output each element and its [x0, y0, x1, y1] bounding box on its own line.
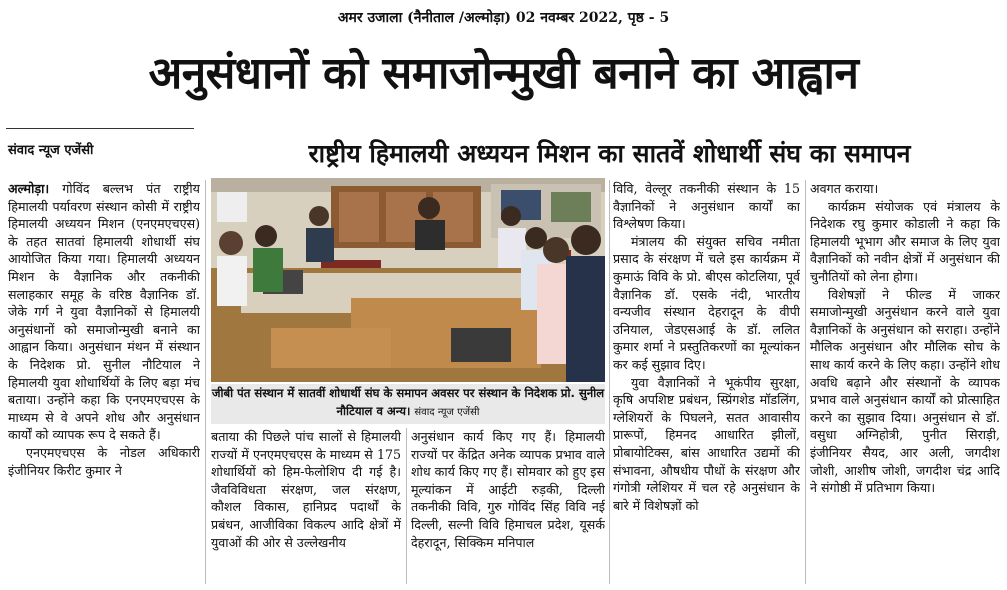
article-paragraph: अवगत कराया। — [810, 181, 879, 196]
meeting-photo-illustration — [211, 178, 605, 382]
article-paragraph: अनुसंधान कार्य किए गए हैं। हिमालयी राज्यों पर केंद्रित अनेक व्यापक प्रभाव वाले शोध कार्य किए गए हैं। सोमवार को हुए इस मूल्यांकन में आईटी रुड़की, दिल्ली तकनीकी विवि, गुरु गोविंद सिंह विवि नई दिल्ली, सल्नी विवि हिमाचल प्रदेश, यूसर्क देहरादून, सिक्किम मनिपाल — [411, 429, 605, 550]
photo-credit: संवाद न्यूज एजेंसी — [414, 407, 480, 418]
article-column-2 — [211, 428, 401, 586]
dateline: अल्मोड़ा। — [8, 181, 50, 196]
news-photo — [211, 178, 605, 382]
article-paragraph — [8, 180, 200, 444]
article-column-1 — [8, 180, 200, 586]
photo-caption-text: जीबी पंत संस्थान में सातवीं शोधार्थी संघ के समापन अवसर पर संस्थान के निदेशक प्रो. सुनील नौटियाल व अन्य। — [211, 386, 605, 418]
article-column-5 — [810, 180, 1000, 586]
newspaper-masthead: अमर उजाला (नैनीताल /अल्मोड़ा) 02 नवम्बर 2022, पृष्ठ - 5 — [337, 10, 670, 26]
article-paragraph: कार्यक्रम संयोजक एवं मंत्रालय के निदेशक रघु कुमार कोडाली ने कहा कि हिमालयी भूभाग और समाज के लिए युवा वैज्ञानिकों को नवीन क्षेत्रों में अनुसंधान की चुनौतियों को लेना होगा। — [810, 198, 1000, 284]
article-paragraph: विवि, वेल्लूर तकनीकी संस्थान के 15 वैज्ञानिकों ने अनुसंधान कार्यों का विश्लेषण किया। — [613, 181, 800, 232]
article-paragraph: बताया की पिछले पांच सालों से हिमालयी राज्यों में एनएमएचएस के माध्यम से 175 शोधार्थियों को हिम-फेलोशिप दी गई है। जैवविविधता संरक्षण, जल संरक्षण, कौशल विकास, हानिप्रद पदार्थों के प्रबंधन, आजीविका विकल्प आदि क्षेत्रों में युवाओं की ओर से उल्लेखनीय — [211, 429, 401, 550]
column-divider — [406, 428, 407, 584]
column-divider — [805, 180, 806, 584]
article-paragraph: विशेषज्ञों ने फील्ड में जाकर समाजोन्मुखी अनुसंधान करने वाले युवा वैज्ञानिकों के अनुसंधान को सराहा। उन्होंने मौलिक अनुसंधान और मौलिक सोच के साथ कार्य करने के लिए कहा। उन्होंने शोध अवधि बढ़ाने और संस्थानों के व्यापक प्रभाव वाले अनुसंधान कार्यों को प्रोत्साहित करने का सुझाव दिया। अनुसंधान से डॉ. वसुधा अग्निहोत्री, पुनीत सिराड़ी, इंजीनियर सैयद, आर अली, जगदीश जोशी, आशीष जोशी, जगदीश चंद्र आदि ने संगोष्ठी में प्रतिभाग किया। — [810, 286, 1000, 496]
article-paragraph: युवा वैज्ञानिकों ने भूकंपीय सुरक्षा, कृषि अपशिष्ट प्रबंधन, स्प्रिंगशेड मॉडलिंग, ग्लेशियरों के पिघलने, सतत आवासीय प्रारूपों, हिमनद आधारित झीलों, प्रोबायोटिक्स, बांस आधारित उद्यमों की संभावना, औषधीय पौधों के संरक्षण और गंगोत्री ग्लेशियर में चल रहे अनुसंधान के बारे में विशेषज्ञों को — [613, 374, 800, 513]
paragraph-text: गोविंद बल्लभ पंत राष्ट्रीय हिमालयी पर्यावरण संस्थान कोसी में राष्ट्रीय हिमालयी अध्ययन मिशन (एनएमएचएस) के तहत सातवां हिमालयी शोधार्थी संघ आयोजित किया गया। हिमालयी अध्ययन मिशन के वैज्ञानिक और तकनीकी सलाहकार समूह के वरिष्ठ वैज्ञानिक डॉ. जेके गर्ग ने युवा वैज्ञानिकों से हिमालयी अनुसंधानों को समाजोन्मुखी बनाने का आह्वान किया। अनुसंधान मंथन में संस्थान के निदेशक प्रो. सुनील नौटियाल ने हिमालयी युवा शोधार्थियों के लिए बड़ा मंच बताया। उन्होंने कहा कि एनएमएचएस के माध्यम से वे अपने शोध और अनुसंधान कार्यों को व्यापक रूप दे सकते हैं। — [8, 181, 200, 443]
subheadline: राष्ट्रीय हिमालयी अध्ययन मिशन का सातवें शोधार्थी संघ का समापन — [308, 139, 911, 168]
byline-rule — [6, 128, 194, 129]
photo-caption — [211, 384, 605, 424]
byline: संवाद न्यूज एजेंसी — [8, 143, 94, 158]
column-divider — [205, 180, 206, 584]
headline: अनुसंधानों को समाजोन्मुखी बनाने का आह्वान — [148, 48, 859, 99]
article-column-3 — [411, 428, 605, 586]
article-column-4 — [613, 180, 800, 586]
column-divider — [609, 180, 610, 584]
article-paragraph: एनएमएचएस के नोडल अधिकारी इंजीनियर किरीट कुमार ने — [8, 444, 200, 478]
article-paragraph: मंत्रालय की संयुक्त सचिव नमीता प्रसाद के संरक्षण में चले इस कार्यक्रम में कुमाऊं विवि के प्रो. बीएस कोटलिया, पूर्व वैज्ञानिक डॉ. एसके नंदी, भारतीय वन्यजीव संस्थान देहरादून के वीपी उनियाल, जेडएसआई के डॉ. ललित कुमार शर्मा ने प्रस्तुतिकरणों का मूल्यांकन कर कई सुझाव दिए। — [613, 233, 800, 372]
